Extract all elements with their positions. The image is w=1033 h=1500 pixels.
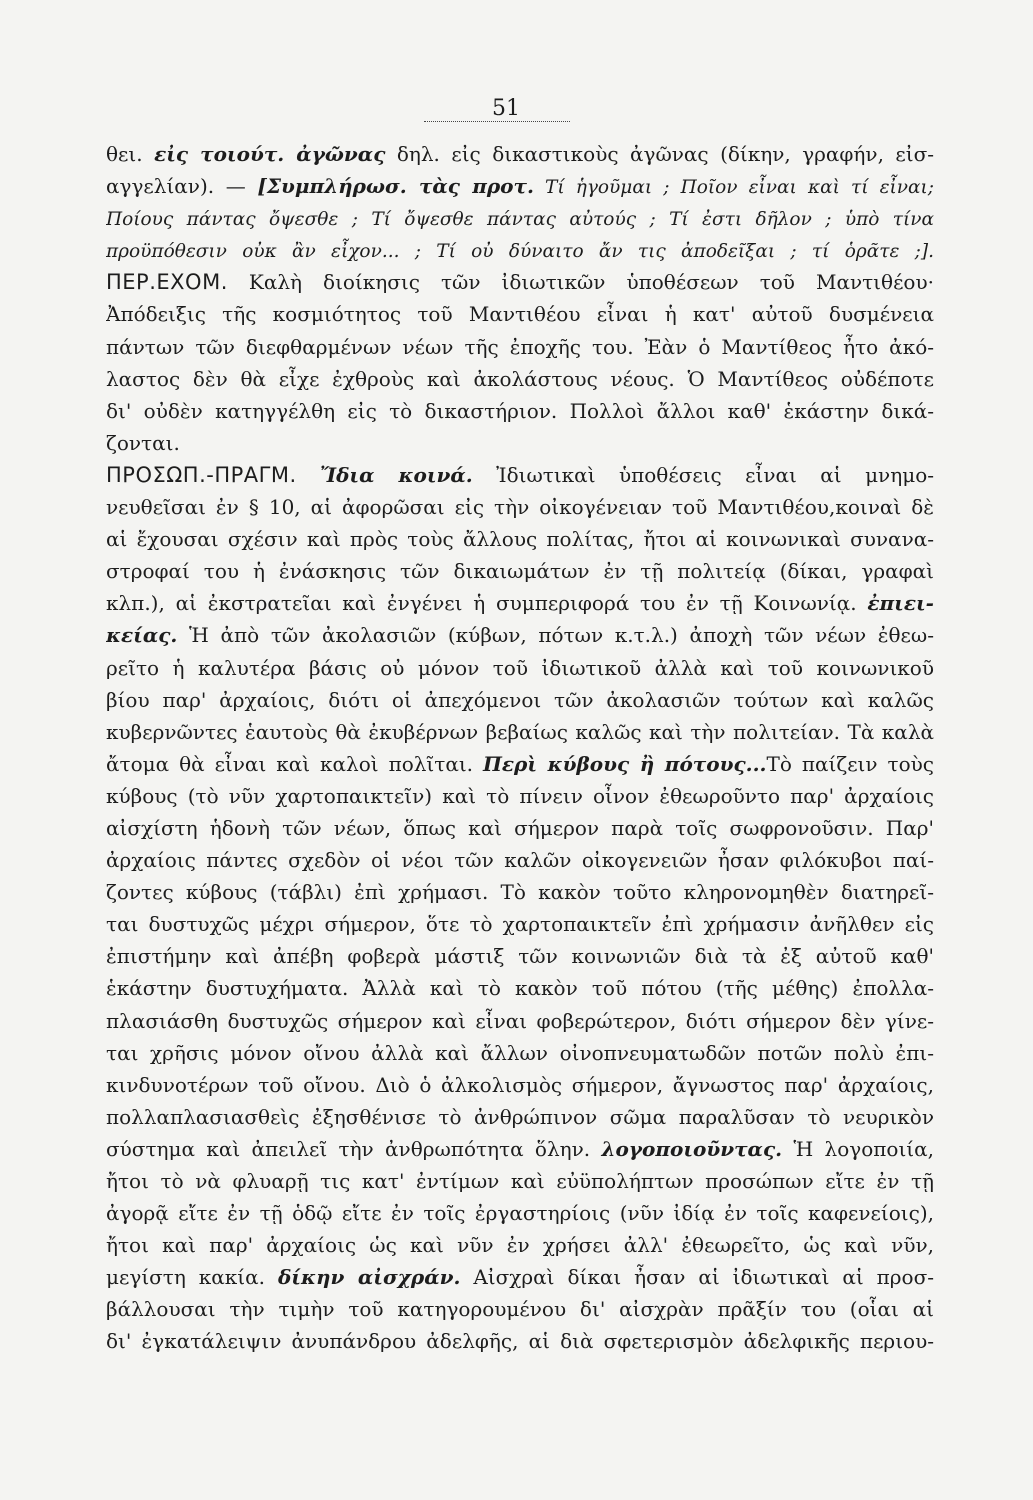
text-line <box>106 1005 934 1037</box>
section-heading: ΠΕΡ.ΕΧΟΜ. <box>106 270 228 295</box>
text-segment: βίου παρ' ἀρχαίοις, διότι οἱ ἀπεχόμενοι τῶν ἀκολασιῶν τούτων καὶ καλῶς <box>106 687 934 712</box>
emphasis-text: εἰς τοιούτ. ἀγῶνας <box>154 142 386 166</box>
text-line <box>106 234 934 266</box>
text-line <box>106 202 934 234</box>
text-line <box>106 940 934 972</box>
text-segment: ρεῖτο ἡ καλυτέρα βάσις οὐ μόνον τοῦ ἰδιωτικοῦ ἀλλὰ καὶ τοῦ κοινωνικοῦ <box>106 655 934 680</box>
text-segment: ἄτομα θὰ εἶναι καὶ καλοὶ πολῖται. <box>106 751 483 776</box>
text-line <box>106 587 934 619</box>
text-segment: στροφαί του ἡ ἐνάσκησις τῶν δικαιωμάτων ἐν τῇ πολιτείᾳ (δίκαι, γραφαὶ <box>106 559 934 584</box>
text-segment: λαστος δὲν θὰ εἶχε ἐχθροὺς καὶ ἀκολάστους νέους. Ὁ Μαντίθεος οὐδέποτε <box>106 366 934 391</box>
text-segment: ἤτοι τὸ νὰ φλυαρῇ τις κατ' ἐντίμων καὶ εὐϋπολήπτων προσώπων εἴτε ἐν τῇ <box>106 1169 934 1193</box>
text-segment: πάντων τῶν διεφθαρμένων νέων τῆς ἐποχῆς του. Ἐὰν ὁ Μαντίθεος ἦτο ἀκό- <box>106 334 934 359</box>
text-segment: πολλαπλασιασθεὶς ἐξησθένισε τὸ ἀνθρώπινον σῶμα παραλῦσαν τὸ νευρικὸν <box>106 1104 934 1129</box>
text-line <box>106 716 934 748</box>
text-segment: δηλ. εἰς δικαστικοὺς ἀγῶνας (δίκην, γραφήν, εἰσ- <box>385 142 934 166</box>
text-line <box>106 523 934 555</box>
emphasis-text: κείας. <box>106 623 178 648</box>
text-line <box>106 1325 934 1357</box>
text-segment: Ἀπόδειξις τῆς κοσμιότητος τοῦ Μαντιθέου εἶναι ἡ κατ' αὐτοῦ δυσμένεια <box>106 302 934 327</box>
text-segment: σύστημα καὶ ἀπειλεῖ τὴν ἀνθρωπότητα ὅλην. <box>106 1136 602 1161</box>
text-segment: Τὸ παίζειν τοὺς <box>766 751 934 776</box>
text-line <box>106 459 934 491</box>
page-number-rule <box>424 121 570 122</box>
text-line <box>106 908 934 940</box>
text-line <box>106 1037 934 1069</box>
text-line <box>106 812 934 844</box>
text-line <box>106 684 934 716</box>
emphasis-text: λογοποιοῦντας. <box>601 1136 783 1161</box>
text-segment: νευθεῖσαι ἐν § 10, αἱ ἀφορῶσαι εἰς τὴν οἰκογένειαν τοῦ Μαντιθέου,κοιναὶ δὲ <box>106 495 934 520</box>
text-line <box>106 1197 934 1229</box>
text-segment <box>297 463 320 487</box>
text-segment: ἀρχαίοις πάντες σχεδὸν οἱ νέοι τῶν καλῶν οἰκογενειῶν ἦσαν φιλόκυβοι παί- <box>106 848 934 873</box>
text-segment: βάλλουσαι τὴν τιμὴν τοῦ κατηγορουμένου δι' αἰσχρὰν πρᾶξίν του (οἷαι αἱ <box>106 1297 934 1322</box>
text-line <box>106 1261 934 1293</box>
text-line <box>106 298 934 330</box>
text-line <box>106 748 934 780</box>
text-segment: δι' οὐδὲν κατηγγέλθη εἰς τὸ δικαστήριον. Πολλοὶ ἄλλοι καθ' ἑκάστην δικά- <box>106 398 934 423</box>
text-line <box>106 1133 934 1165</box>
text-segment: κινδυνοτέρων τοῦ οἴνου. Διὸ ὁ ἀλκολισμὸς σήμερον, ἄγνωστος παρ' ἀρχαίοις, <box>106 1072 934 1097</box>
page-number: 51 <box>492 96 520 121</box>
emphasis-text: Περὶ κύβους ἢ πότους... <box>483 751 767 776</box>
section-heading: ΠΡΟΣΩΠ.-ΠΡΑΓΜ. <box>106 462 297 487</box>
text-segment: κύβους (τὸ νῦν χαρτοπαικτεῖν) καὶ τὸ πίνειν οἶνον ἐθεωροῦντο παρ' ἀρχαίοις <box>106 783 934 808</box>
text-line <box>106 331 934 363</box>
text-line <box>106 427 934 459</box>
text-segment: ἐπιστήμην καὶ ἀπέβη φοβερὰ μάστιξ τῶν κοινωνιῶν διὰ τὰ ἐξ αὐτοῦ καθ' <box>106 944 934 969</box>
text-line <box>106 395 934 427</box>
text-segment: Αἰσχραὶ δίκαι ἦσαν αἱ ἰδιωτικαὶ αἱ προσ- <box>460 1265 934 1290</box>
text-line <box>106 1101 934 1133</box>
text-segment: ἤτοι καὶ παρ' ἀρχαίοις ὡς καὶ νῦν ἐν χρήσει ἀλλ' ἐθεωρεῖτο, ὡς καὶ νῦν, <box>106 1233 934 1258</box>
emphasis-text: Τί ἡγοῦμαι ; Ποῖον εἶναι καὶ τί εἶναι; <box>533 177 934 199</box>
text-segment: Ἰδιωτικαὶ ὑποθέσεις εἶναι αἱ μνημο- <box>472 462 934 487</box>
text-segment: Ἡ ἀπὸ τῶν ἀκολασιῶν (κύβων, πότων κ.τ.λ.) ἀποχὴ τῶν νέων ἐθεω- <box>177 623 934 648</box>
text-segment: ζονται. <box>106 430 180 455</box>
text-segment: Ἡ λογοποιία, <box>782 1136 934 1161</box>
text-segment: αγγελίαν). — <box>106 174 258 199</box>
emphasis-text: Ποίους πάντας ὄψεσθε ; Τί ὄψεσθε πάντας αὐτούς ; Τί ἐστι δῆλον ; ὑπὸ τίνα <box>106 209 934 231</box>
text-segment: κυβερνῶντες ἑαυτοὺς θὰ ἐκυβέρνων βεβαίως καλῶς καὶ τὴν πολιτείαν. Τὰ καλὰ <box>106 719 934 744</box>
text-segment: ται χρῆσις μόνον οἴνου ἀλλὰ καὶ ἄλλων οἰνοπνευματωδῶν ποτῶν πολὺ ἐπι- <box>106 1040 934 1065</box>
body-text <box>106 138 934 1358</box>
text-segment: ται δυστυχῶς μέχρι σήμερον, ὅτε τὸ χαρτοπαικτεῖν ἐπὶ χρήμασιν ἀνῆλθεν εἰς <box>106 912 934 937</box>
text-line <box>106 491 934 523</box>
text-line <box>106 1069 934 1101</box>
text-line <box>106 266 934 298</box>
text-line <box>106 619 934 651</box>
text-line <box>106 1293 934 1325</box>
text-line <box>106 1165 934 1197</box>
text-segment: ἑκάστην δυστυχήματα. Ἀλλὰ καὶ τὸ κακὸν τοῦ πότου (τῆς μέθης) ἐπολλα- <box>106 976 934 1001</box>
text-segment: ἀγορᾷ εἴτε ἐν τῇ ὁδῷ εἴτε ἐν τοῖς ἐργαστηρίοις (νῦν ἰδίᾳ ἐν τοῖς καφενείοις), <box>106 1201 934 1226</box>
text-line <box>106 363 934 395</box>
text-segment: αἱ ἔχουσαι σχέσιν καὶ πρὸς τοὺς ἄλλους πολίτας, ἤτοι αἱ κοινωνικαὶ συνανα- <box>106 527 934 552</box>
emphasis-text: [Συμπλήρωσ. τὰς προτ. <box>257 174 534 199</box>
text-line <box>106 1229 934 1261</box>
text-segment: πλασιάσθη δυστυχῶς σήμερον καὶ εἶναι φοβερώτερον, διότι σήμερον δὲν γίνε- <box>106 1008 934 1033</box>
emphasis-text: ἐπιει- <box>867 591 934 616</box>
emphasis-text: προϋπόθεσιν οὐκ ἂν εἶχον... ; Τί οὐ δύναιτο ἄν τις ἀποδεῖξαι ; τί ὁρᾶτε ;]. <box>106 241 934 263</box>
text-line <box>106 844 934 876</box>
text-line <box>106 555 934 587</box>
text-segment: αἰσχίστη ἡδονὴ τῶν νέων, ὅπως καὶ σήμερον παρὰ τοῖς σωφρονοῦσιν. Παρ' <box>106 815 934 840</box>
text-line <box>106 652 934 684</box>
text-line <box>106 876 934 908</box>
text-line <box>106 780 934 812</box>
emphasis-text: Ἴδια κοινά. <box>320 462 473 487</box>
text-segment: δι' ἐγκατάλειψιν ἀνυπάνδρου ἀδελφῆς, αἱ διὰ σφετερισμὸν ἀδελφικῆς περιου- <box>106 1329 934 1354</box>
text-line <box>106 170 934 202</box>
text-segment: ζοντες κύβους (τάβλι) ἐπὶ χρήμασι. Τὸ κακὸν τοῦτο κληρονομηθὲν διατηρεῖ- <box>106 880 934 905</box>
text-segment: θει. <box>106 142 155 166</box>
text-segment: Καλὴ διοίκησις τῶν ἰδιωτικῶν ὑποθέσεων τοῦ Μαντιθέου· <box>227 270 934 295</box>
text-segment: κλπ.), αἱ ἐκστρατεῖαι καὶ ἐνγένει ἡ συμπεριφορά του ἐν τῇ Κοινωνίᾳ. <box>106 591 868 616</box>
emphasis-text: δίκην αἰσχράν. <box>277 1265 461 1290</box>
text-segment: μεγίστη κακία. <box>106 1265 278 1290</box>
text-line <box>106 972 934 1004</box>
text-line <box>106 138 934 170</box>
